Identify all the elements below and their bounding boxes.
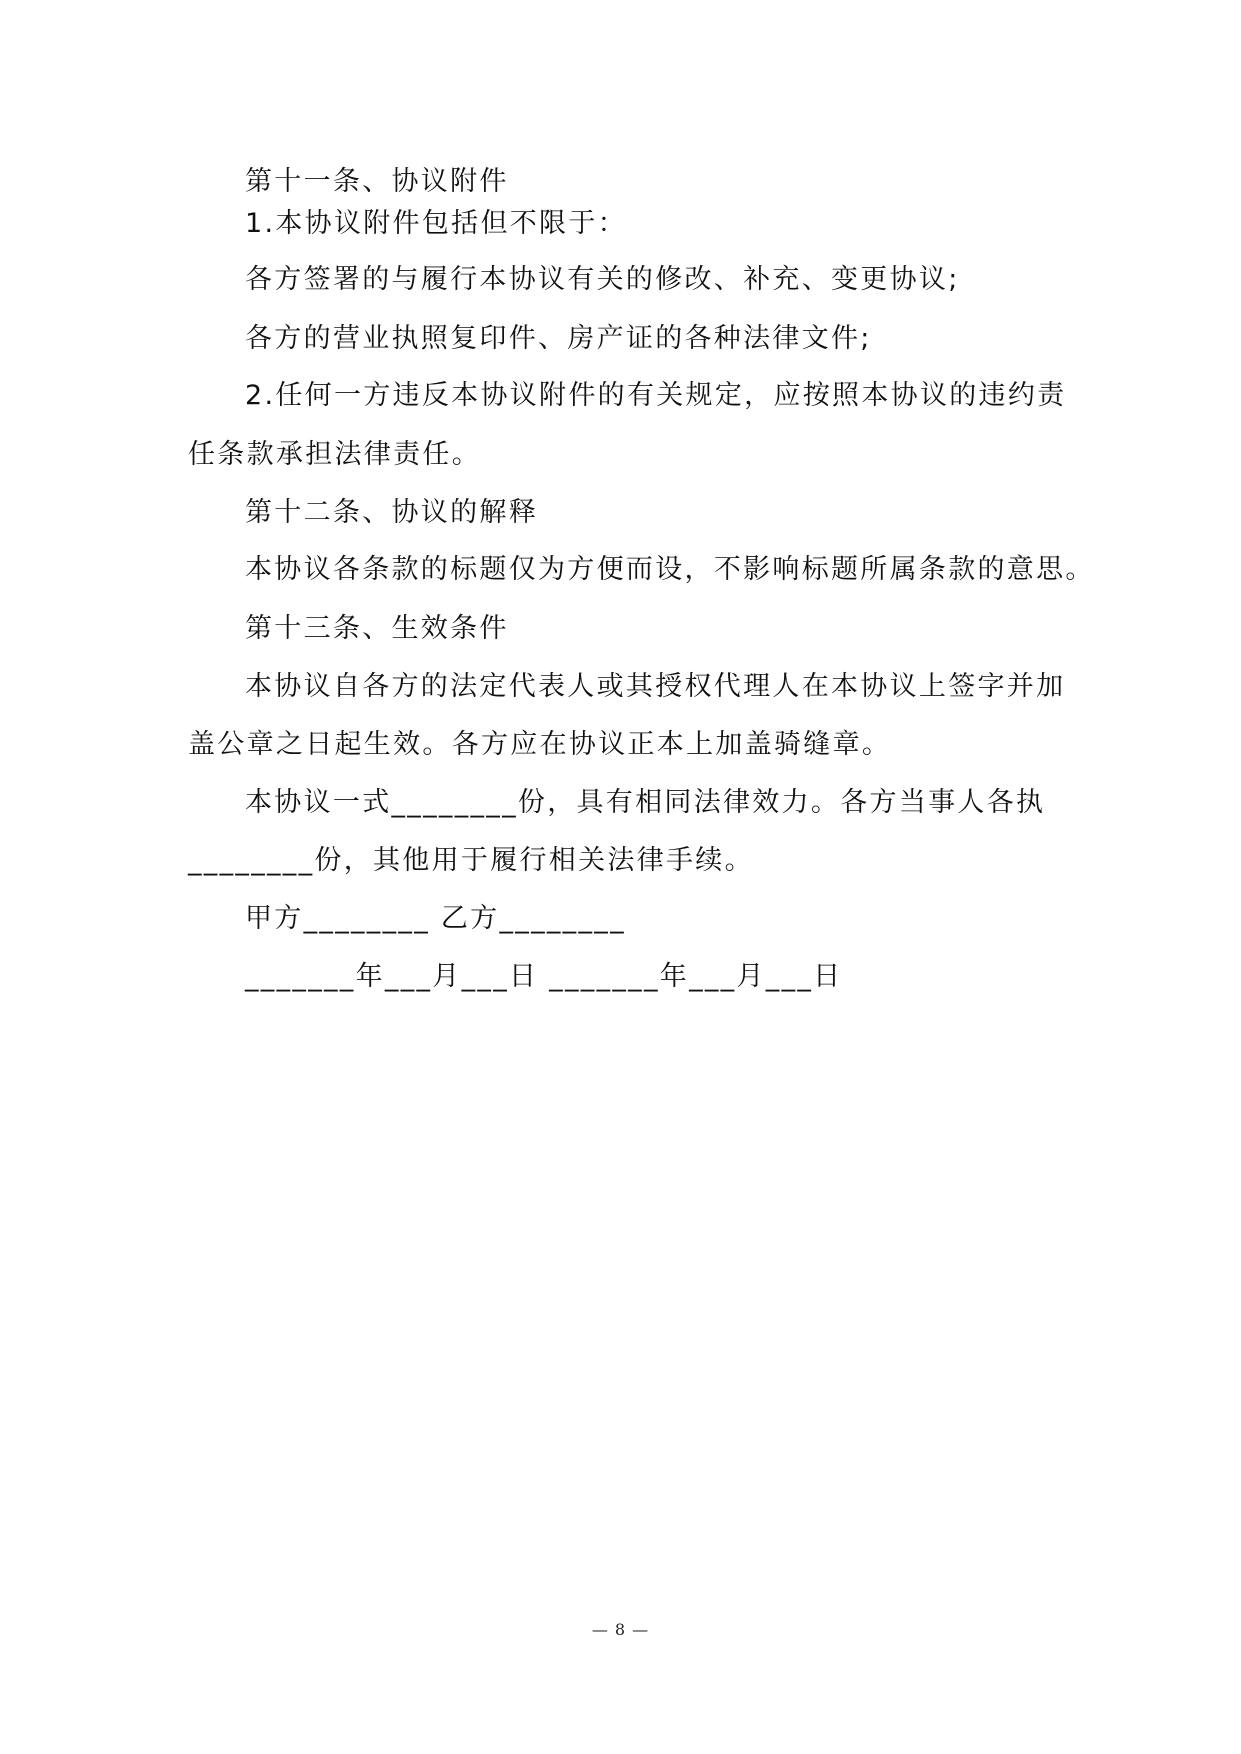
paragraph-line: 盖公章之日起生效。各方应在协议正本上加盖骑缝章。 <box>188 729 892 760</box>
signature-date-line: _______年___月___日 _______年___月___日 <box>245 961 843 992</box>
page-number: — 8 — <box>591 1620 650 1639</box>
paragraph-line: 本协议自各方的法定代表人或其授权代理人在本协议上签字并加 <box>245 671 1066 702</box>
paragraph-line: 各方签署的与履行本协议有关的修改、补充、变更协议; <box>245 264 960 295</box>
article-13-heading: 第十三条、生效条件 <box>245 613 509 644</box>
paragraph-line: 本协议各条款的标题仅为方便而设，不影响标题所属条款的意思。 <box>245 554 1095 585</box>
paragraph-line: 任条款承担法律责任。 <box>188 439 481 470</box>
article-11-heading: 第十一条、协议附件 <box>245 166 509 197</box>
signature-parties-line: 甲方________ 乙方________ <box>245 903 626 934</box>
article-12-heading: 第十二条、协议的解释 <box>245 497 538 528</box>
paragraph-line: 各方的营业执照复印件、房产证的各种法律文件; <box>245 323 872 354</box>
paragraph-line: 1.本协议附件包括但不限于： <box>245 208 627 239</box>
paragraph-line: 本协议一式________份，具有相同法律效力。各方当事人各执 <box>245 787 1046 818</box>
paragraph-line: 2.任何一方违反本协议附件的有关规定，应按照本协议的违约责 <box>245 380 1067 411</box>
paragraph-line: ________份，其他用于履行相关法律手续。 <box>188 845 754 876</box>
